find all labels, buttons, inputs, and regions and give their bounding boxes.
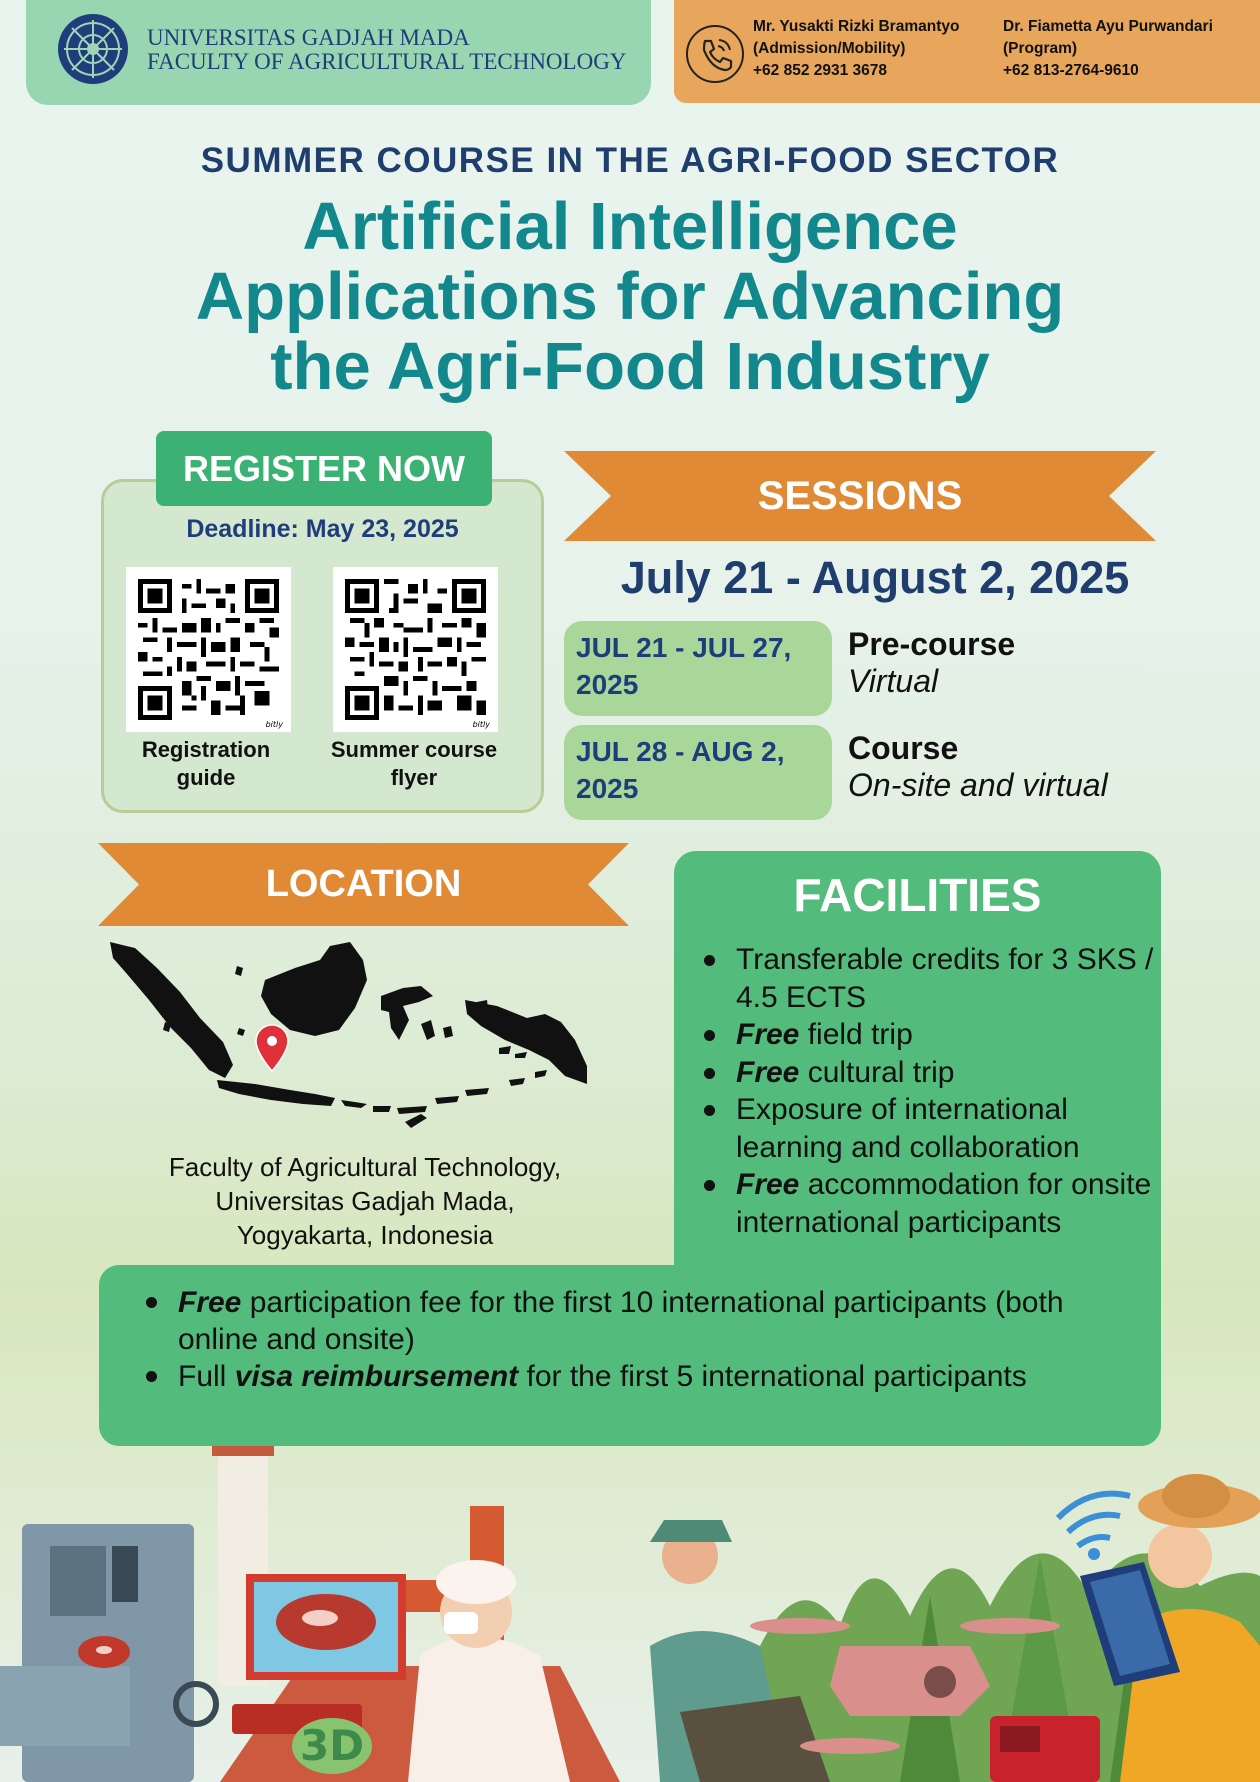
facility-item — [700, 1166, 1160, 1241]
university-title: UNIVERSITAS GADJAH MADA — [147, 25, 470, 50]
facility-item — [700, 1016, 1160, 1054]
session-dates-line: 2025 — [576, 773, 639, 804]
registration-deadline: Deadline: May 23, 2025 — [186, 515, 459, 543]
agrifood-illustration — [0, 1446, 1260, 1782]
facility-item — [700, 941, 1160, 1016]
benefit-emphasis: visa reimbursement — [234, 1360, 519, 1393]
contact-name: Mr. Yusakti Rizki Bramantyo — [753, 18, 960, 35]
session-course — [848, 730, 1108, 804]
address-line: Yogyakarta, Indonesia — [236, 1220, 494, 1250]
benefit-item — [142, 1358, 1142, 1395]
benefit-prefix: Full — [178, 1360, 235, 1393]
facility-emphasis: Free — [736, 1018, 800, 1051]
benefit-text: for the first 5 international participants — [518, 1360, 1027, 1393]
facility-emphasis: Free — [736, 1055, 800, 1089]
qr-code-icon — [345, 579, 486, 720]
contact-program — [1003, 16, 1213, 82]
session-dates-course — [564, 725, 832, 820]
qr-label-line: Summer course — [330, 737, 498, 762]
location-address — [100, 1150, 630, 1252]
benefit-text: participation fee for the first 10 international participants (both online and onsite) — [178, 1286, 1064, 1356]
course-title — [0, 189, 1260, 404]
session-date-range: July 21 - August 2, 2025 — [620, 552, 1130, 603]
contact-phone[interactable]: +62 813-2764-9610 — [1003, 62, 1139, 79]
session-name: Pre-course — [848, 626, 1016, 662]
title-line: Artificial Intelligence — [302, 189, 958, 264]
facilities-title: FACILITIES — [793, 869, 1042, 921]
facility-item — [700, 1054, 1160, 1092]
facility-text: accommodation for onsite international participants — [736, 1168, 1152, 1239]
session-mode: On-site and virtual — [848, 767, 1108, 803]
session-dates-precourse — [564, 621, 832, 716]
qr-label-line: guide — [176, 765, 236, 790]
qr-label-course-flyer — [314, 736, 514, 792]
phone-icon — [686, 25, 744, 83]
session-dates-line: 2025 — [576, 669, 639, 700]
facility-text: field trip — [799, 1018, 913, 1051]
location-banner-title: LOCATION — [265, 863, 462, 905]
contact-name: Dr. Fiametta Ayu Purwandari — [1003, 18, 1213, 35]
ugm-logo — [58, 14, 128, 84]
university-name — [147, 26, 626, 74]
address-line: Faculty of Agricultural Technology, — [168, 1152, 562, 1182]
session-mode: Virtual — [848, 663, 939, 699]
wifi-icon — [1058, 1494, 1130, 1546]
register-now-button[interactable]: REGISTER NOW — [156, 431, 492, 506]
bitly-mark: bitly — [265, 720, 283, 729]
indonesia-map — [105, 940, 615, 1140]
benefit-item — [142, 1284, 1142, 1358]
qr-label-line: flyer — [390, 765, 438, 790]
session-dates-line: JUL 28 - AUG 2, — [576, 736, 785, 767]
faculty-title: FACULTY OF AGRICULTURAL TECHNOLOGY — [147, 49, 627, 74]
address-line: Universitas Gadjah Mada, — [215, 1186, 515, 1216]
facility-text: Transferable credits for 3 SKS / 4.5 ECTS — [736, 943, 1154, 1014]
qr-label-line: Registration — [141, 737, 271, 762]
contact-phone[interactable]: +62 852 2931 3678 — [753, 62, 888, 79]
session-name: Course — [848, 730, 959, 766]
contact-role: (Program) — [1003, 40, 1078, 57]
course-subtitle: SUMMER COURSE IN THE AGRI-FOOD SECTOR — [200, 141, 1060, 180]
registration-guide-qr-code[interactable] — [126, 567, 291, 732]
session-dates-line: JUL 21 - JUL 27, — [576, 632, 792, 663]
title-line: the Agri-Food Industry — [270, 329, 990, 404]
facility-text: Exposure of international learning and collaboration — [736, 1093, 1080, 1164]
facility-emphasis: Free — [736, 1168, 800, 1201]
qr-code-icon — [138, 579, 279, 720]
session-precourse — [848, 626, 1015, 700]
facility-item — [700, 1091, 1160, 1166]
badge-3d-text: 3D — [300, 1721, 365, 1770]
bitly-mark: bitly — [472, 720, 490, 729]
qr-label-registration-guide — [106, 736, 306, 792]
benefits-list — [142, 1284, 1142, 1395]
facility-text: cultural trip — [799, 1055, 955, 1089]
sessions-banner-title: SESSIONS — [757, 474, 963, 518]
facilities-list — [700, 941, 1160, 1241]
location-pin-icon — [256, 1025, 288, 1071]
contact-role: (Admission/Mobility) — [753, 40, 906, 57]
course-flyer-qr-code[interactable] — [333, 567, 498, 732]
contact-admission — [753, 16, 959, 82]
benefit-emphasis: Free — [178, 1286, 242, 1319]
ugm-emblem-icon — [58, 14, 128, 84]
title-line: Applications for Advancing — [195, 259, 1065, 334]
